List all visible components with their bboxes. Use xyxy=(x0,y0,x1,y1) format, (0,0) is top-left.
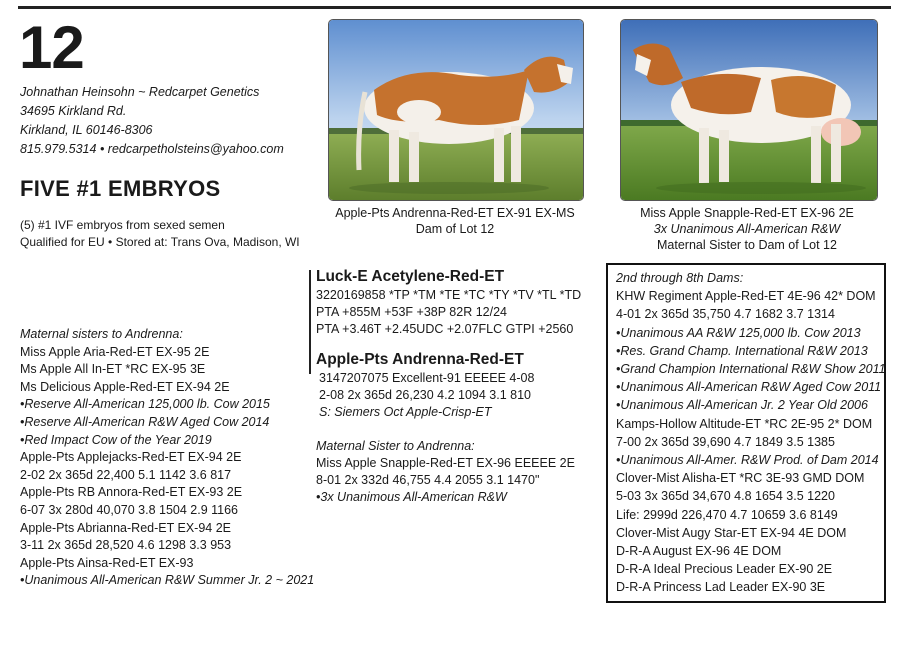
pedigree-line: 6-07 3x 280d 40,070 3.8 1504 2.9 1166 xyxy=(20,502,239,517)
pedigree-line: •Reserve All-American 125,000 lb. Cow 2015 xyxy=(20,397,270,412)
caption-line: 3x Unanimous All-American R&W xyxy=(653,222,841,236)
dam-line: KHW Regiment Apple-Red-ET 4E-96 42* DOM xyxy=(616,289,876,304)
consignor-address: 34695 Kirkland Rd. xyxy=(20,104,127,118)
consignor-phone-email: 815.979.5314 • redcarpetholsteins@yahoo.com xyxy=(20,142,284,156)
caption-line: Miss Apple Snapple-Red-ET EX-96 2E xyxy=(640,206,854,220)
pedigree-line: Miss Apple Aria-Red-ET EX-95 2E xyxy=(20,344,210,359)
pedigree-line: Apple-Pts Abrianna-Red-ET EX-94 2E xyxy=(20,520,231,535)
pedigree-line: •Reserve All-American R&W Aged Cow 2014 xyxy=(20,414,270,429)
sire-line: 3220169858 *TP *TM *TE *TC *TY *TV *TL *TD xyxy=(316,288,582,302)
pedigree-line: 3-11 2x 365d 28,520 4.6 1298 3.3 953 xyxy=(20,538,232,553)
pedigree-line: Apple-Pts Applejacks-Red-ET EX-94 2E xyxy=(20,450,242,465)
pedigree-line: Maternal sisters to Andrenna: xyxy=(20,327,183,341)
dam-line: 3147207075 Excellent-91 EEEEE 4-08 xyxy=(319,371,535,385)
dam-line: •Grand Champion International R&W Show 2011 xyxy=(616,362,886,377)
description-line: (5) #1 IVF embryos from sexed semen xyxy=(20,218,225,232)
pedigree-column xyxy=(316,267,606,506)
dam-line: S: Siemers Oct Apple-Crisp-ET xyxy=(319,405,492,419)
pedigree-line: Apple-Pts RB Annora-Red-ET EX-93 2E xyxy=(20,485,243,500)
caption-line: Maternal Sister to Dam of Lot 12 xyxy=(657,238,837,252)
maternal-sister-record: 8-01 2x 332d 46,755 4.4 2055 3.1 1470" xyxy=(316,473,540,487)
dam-photo-caption xyxy=(318,205,592,237)
sire-line: PTA +3.46T +2.45UDC +2.07FLC GTPI +2560 xyxy=(316,322,574,336)
dam-line: Clover-Mist Augy Star-ET EX-94 4E DOM xyxy=(616,525,847,540)
sire-line: PTA +855M +53F +38P 82R 12/24 xyxy=(316,305,507,319)
description-line: Qualified for EU • Stored at: Trans Ova, Madison, WI xyxy=(20,235,300,249)
dam-name: Apple-Pts Andrenna-Red-ET xyxy=(316,351,524,368)
pedigree-line: 2-02 2x 365d 22,400 5.1 1142 3.6 817 xyxy=(20,467,232,482)
caption-line: Apple-Pts Andrenna-Red-ET EX-91 EX-MS xyxy=(335,206,575,220)
pedigree-line: Apple-Pts Ainsa-Red-ET EX-93 xyxy=(20,555,194,570)
dam-line: 4-01 2x 365d 35,750 4.7 1682 3.7 1314 xyxy=(616,307,835,322)
consignor-city: Kirkland, IL 60146-8306 xyxy=(20,123,153,137)
consignor-name: Johnathan Heinsohn ~ Redcarpet Genetics xyxy=(20,85,260,99)
maternal-sister-label: Maternal Sister to Andrenna: xyxy=(316,439,475,453)
dam-line: 5-03 3x 365d 34,670 4.8 1654 3.5 1220 xyxy=(616,489,835,504)
dam-line: 7-00 2x 365d 39,690 4.7 1849 3.5 1385 xyxy=(616,434,835,449)
dam-line: D-R-A Princess Lad Leader EX-90 3E xyxy=(616,580,826,595)
dam-line: Kamps-Hollow Altitude-ET *RC 2E-95 2* DOM xyxy=(616,416,873,431)
dam-line: Clover-Mist Alisha-ET *RC 3E-93 GMD DOM xyxy=(616,471,865,486)
dam-line: •Unanimous AA R&W 125,000 lb. Cow 2013 xyxy=(616,325,861,340)
sister-photo xyxy=(620,19,878,201)
cow-photo-icon xyxy=(621,20,877,200)
dams-box xyxy=(606,263,886,603)
dam-line: •Res. Grand Champ. International R&W 2013 xyxy=(616,343,868,358)
dam-line: •Unanimous All-Amer. R&W Prod. of Dam 2014 xyxy=(616,453,879,468)
dam-line: D-R-A August EX-96 4E DOM xyxy=(616,544,782,559)
lot-heading: FIVE #1 EMBRYOS xyxy=(20,176,221,201)
dam-line: D-R-A Ideal Precious Leader EX-90 2E xyxy=(616,562,833,577)
pedigree-line: Ms Apple All In-ET *RC EX-95 3E xyxy=(20,362,206,377)
top-rule xyxy=(18,6,891,9)
dam-photo xyxy=(328,19,584,201)
sister-photo-caption xyxy=(608,205,886,253)
lot-number: 12 xyxy=(19,14,84,81)
cow-photo-icon xyxy=(329,20,583,200)
maternal-sister-name: Miss Apple Snapple-Red-ET EX-96 EEEEE 2E xyxy=(316,456,575,470)
consignor-contact xyxy=(20,83,284,159)
pedigree-line: •Unanimous All-American R&W Summer Jr. 2 ~ 2021 xyxy=(20,573,315,588)
dam-line: •Unanimous All-American R&W Aged Cow 2011 xyxy=(616,380,882,395)
caption-line: Dam of Lot 12 xyxy=(415,222,495,236)
pedigree-line: •Red Impact Cow of the Year 2019 xyxy=(20,432,212,447)
sire-name: Luck-E Acetylene-Red-ET xyxy=(316,268,505,285)
lot-description xyxy=(20,217,300,251)
dam-line: 2-08 2x 365d 26,230 4.2 1094 3.1 810 xyxy=(319,388,531,402)
dam-line: •Unanimous All-American Jr. 2 Year Old 2006 xyxy=(616,398,868,413)
dam-line: 2nd through 8th Dams: xyxy=(616,271,744,285)
pedigree-line: Ms Delicious Apple-Red-ET EX-94 2E xyxy=(20,379,230,394)
maternal-sisters-list xyxy=(20,326,315,590)
pedigree-rule xyxy=(309,270,311,374)
maternal-sister-note: •3x Unanimous All-American R&W xyxy=(316,490,507,504)
dam-line: Life: 2999d 226,470 4.7 10659 3.6 8149 xyxy=(616,507,838,522)
